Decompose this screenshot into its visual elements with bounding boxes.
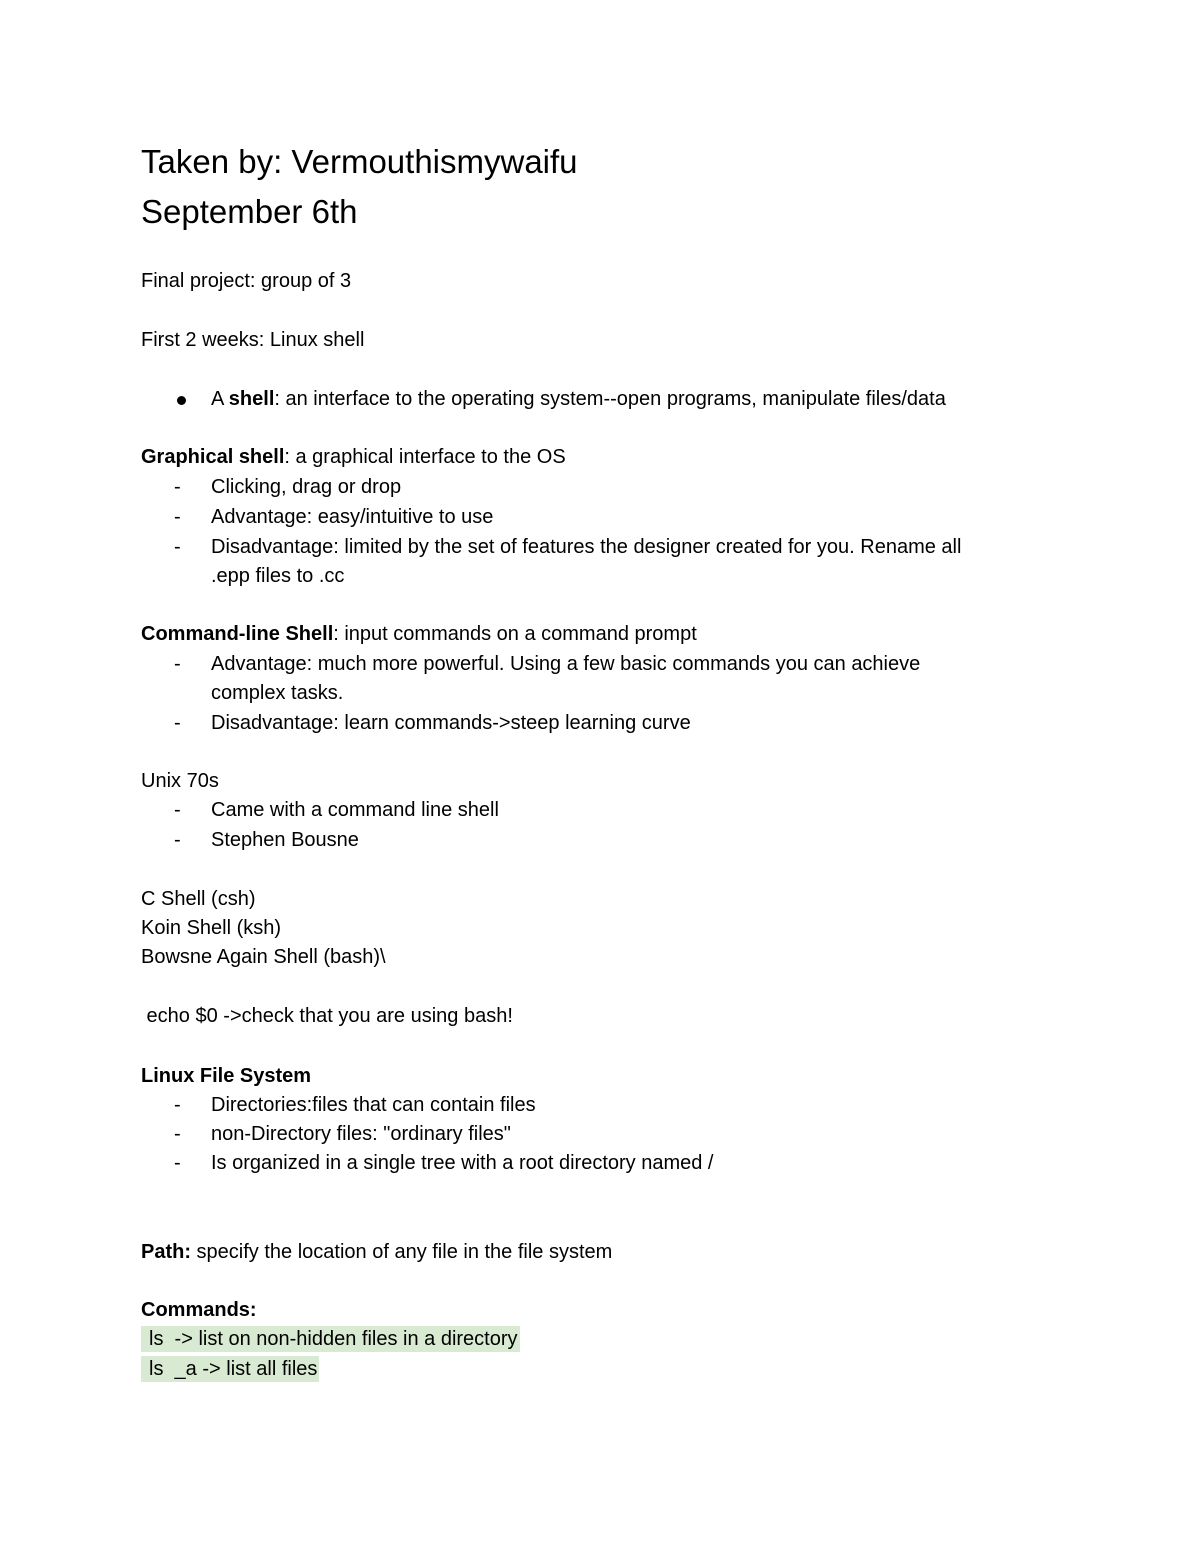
dash-icon: - (174, 799, 181, 821)
list-item: Came with a command line shell (211, 799, 499, 821)
shell-term: shell (228, 388, 275, 410)
command-highlight: ls -> list on non-hidden files in a directory (141, 1326, 520, 1352)
shell-name-line: Koin Shell (ksh) (141, 917, 282, 939)
dash-icon: - (174, 476, 181, 498)
path-term: Path: (141, 1241, 191, 1263)
command-line-term: Command-line Shell (141, 623, 334, 645)
first-weeks-line: First 2 weeks: Linux shell (141, 329, 365, 351)
date-line: September 6th (141, 193, 358, 230)
command-line-item (141, 1326, 520, 1352)
list-item: Clicking, drag or drop (211, 476, 402, 498)
graphical-text: : a graphical interface to the OS (284, 446, 566, 468)
final-project-line: Final project: group of 3 (141, 270, 352, 292)
unix-heading: Unix 70s (141, 770, 219, 792)
echo-line: echo $0 ->check that you are using bash! (141, 1005, 513, 1027)
shell-definition (211, 386, 946, 412)
list-item: Disadvantage: limited by the set of features the designer created for you. Rename all (211, 536, 962, 558)
shell-name-line: C Shell (csh) (141, 888, 256, 910)
command-line-item (141, 1356, 319, 1382)
shell-name-line: Bowsne Again Shell (bash)\ (141, 946, 386, 968)
dash-icon: - (174, 536, 181, 558)
list-item: non-Directory files: "ordinary files" (211, 1123, 511, 1145)
dash-icon: - (174, 829, 181, 851)
dash-icon: - (174, 653, 181, 675)
dash-icon: - (174, 506, 181, 528)
command-line-text: : input commands on a command prompt (333, 623, 697, 645)
dash-icon: - (174, 1123, 181, 1145)
dash-icon: - (174, 712, 181, 734)
bullet-icon (177, 396, 186, 405)
commands-heading: Commands: (141, 1299, 257, 1321)
graphical-shell-heading (141, 444, 566, 470)
graphical-term: Graphical shell (141, 446, 285, 468)
shell-prefix: A (211, 388, 229, 410)
author-line: Taken by: Vermouthismywaifu (141, 143, 578, 180)
list-item-continuation: complex tasks. (211, 682, 344, 704)
list-item: Advantage: much more powerful. Using a few basic commands you can achieve (211, 653, 921, 675)
dash-icon: - (174, 1152, 181, 1174)
list-item-continuation: .epp files to .cc (211, 565, 345, 587)
command-highlight: ls _a -> list all files (141, 1356, 319, 1382)
shell-text: : an interface to the operating system--open programs, manipulate files/data (274, 388, 946, 410)
filesystem-heading: Linux File System (141, 1065, 312, 1087)
list-item: Stephen Bousne (211, 829, 359, 851)
dash-icon: - (174, 1094, 181, 1116)
command-line-shell-heading (141, 621, 697, 647)
list-item: Advantage: easy/intuitive to use (211, 506, 494, 528)
list-item: Disadvantage: learn commands->steep learning curve (211, 712, 691, 734)
list-item: Directories:files that can contain files (211, 1094, 536, 1116)
list-item: Is organized in a single tree with a root directory named / (211, 1152, 714, 1174)
path-text: specify the location of any file in the file system (191, 1241, 613, 1263)
path-line (141, 1239, 612, 1265)
